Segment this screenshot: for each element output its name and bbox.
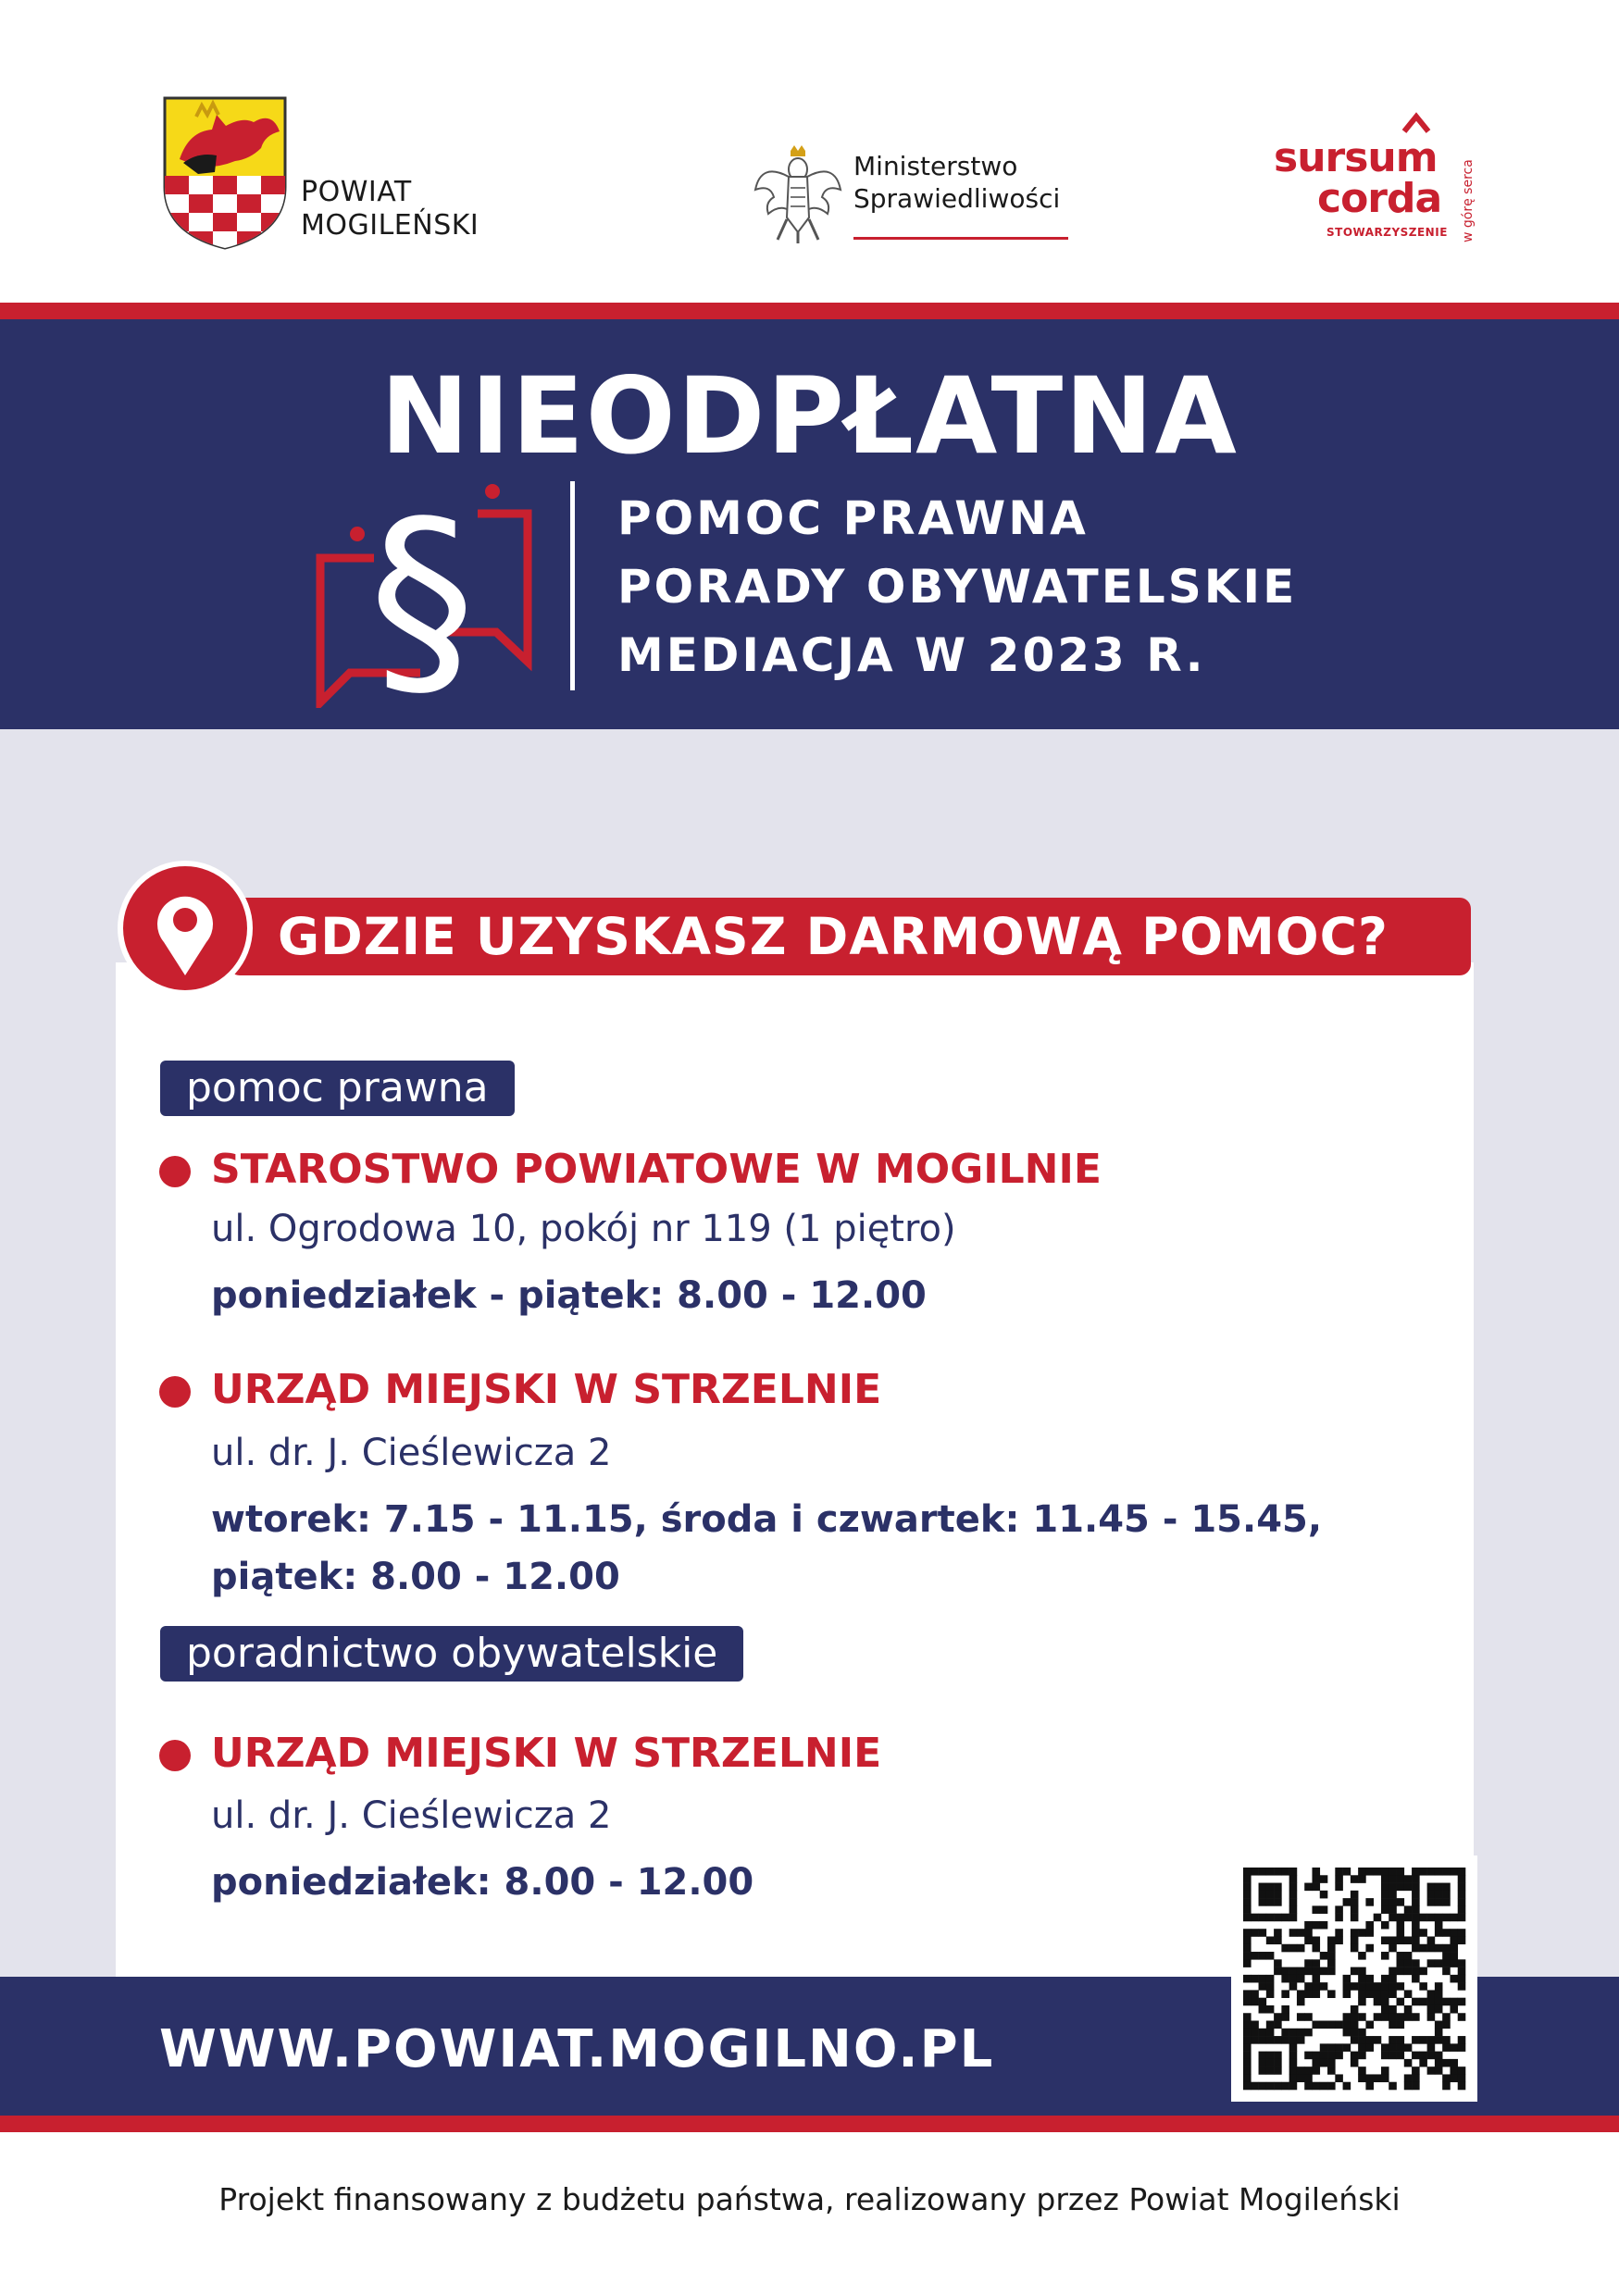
- powiat-name-line2: MOGILEŃSKI: [301, 209, 479, 242]
- location-name: URZĄD MIEJSKI W STRZELNIE: [211, 1366, 882, 1413]
- banner-line-legal-aid: POMOC PRAWNA: [617, 491, 1089, 545]
- where-heading: GDZIE UZYSKASZ DARMOWĄ POMOC?: [278, 907, 1389, 966]
- banner-top-stripe: [0, 303, 1619, 319]
- footer-red-stripe: [0, 2116, 1619, 2132]
- location-address: ul. Ogrodowa 10, pokój nr 119 (1 piętro): [211, 1208, 956, 1250]
- bullet-icon: [159, 1156, 191, 1187]
- powiat-logo: [161, 94, 291, 252]
- location-address: ul. dr. J. Cieślewicza 2: [211, 1794, 612, 1837]
- location-hours: poniedziałek - piątek: 8.00 - 12.00: [211, 1274, 927, 1317]
- location-pin-icon: [114, 857, 257, 1000]
- funding-credit: Projekt finansowany z budżetu państwa, realizowany przez Powiat Mogileński: [218, 2181, 1401, 2217]
- sursum-corda-tagline: w górę serca: [1461, 159, 1476, 242]
- bullet-icon: [159, 1376, 191, 1408]
- tag-legal-aid: pomoc prawna: [160, 1061, 515, 1116]
- banner-divider: [570, 481, 575, 690]
- location-name: STAROSTWO POWIATOWE W MOGILNIE: [211, 1146, 1102, 1193]
- sursum-corda-line1: sursum: [1274, 134, 1438, 181]
- ministry-name: [853, 150, 1060, 215]
- powiat-name: [301, 176, 479, 242]
- location-hours: poniedziałek: 8.00 - 12.00: [211, 1861, 754, 1904]
- ministry-name-line2: Sprawiedliwości: [853, 183, 1061, 214]
- tag-civic-advice: poradnictwo obywatelskie: [160, 1626, 743, 1682]
- ministry-logo: [752, 143, 844, 245]
- location-hours: piątek: 8.00 - 12.00: [211, 1556, 620, 1598]
- ministry-name-line1: Ministerstwo: [853, 151, 1018, 181]
- location-hours: wtorek: 7.15 - 11.15, środa i czwartek: 11.45 - 15.45,: [211, 1498, 1323, 1541]
- location-name: URZĄD MIEJSKI W STRZELNIE: [211, 1730, 882, 1777]
- ministry-underline: [853, 237, 1068, 240]
- bullet-icon: [159, 1740, 191, 1771]
- banner-line-mediation: MEDIACJA W 2023 R.: [617, 628, 1206, 682]
- sursum-corda-association: STOWARZYSZENIE: [1326, 226, 1448, 239]
- qr-code-icon: [1231, 1855, 1477, 2102]
- roof-arrow-icon: [1401, 111, 1432, 135]
- website-link[interactable]: WWW.POWIAT.MOGILNO.PL: [159, 2019, 995, 2079]
- location-address: ul. dr. J. Cieślewicza 2: [211, 1432, 612, 1474]
- paragraph-speech-bubbles-icon: [311, 477, 552, 708]
- sursum-corda-line2: corda: [1317, 175, 1442, 222]
- banner-title: NIEODPŁATNA: [380, 354, 1239, 478]
- powiat-name-line1: POWIAT: [301, 176, 412, 208]
- banner-line-civic-advice: PORADY OBYWATELSKIE: [617, 560, 1298, 614]
- coat-of-arms-powiat-icon: [161, 94, 291, 252]
- svg-text:§: §: [368, 477, 476, 708]
- qr-code[interactable]: [1231, 1855, 1477, 2102]
- polish-eagle-emblem-icon: [752, 143, 844, 245]
